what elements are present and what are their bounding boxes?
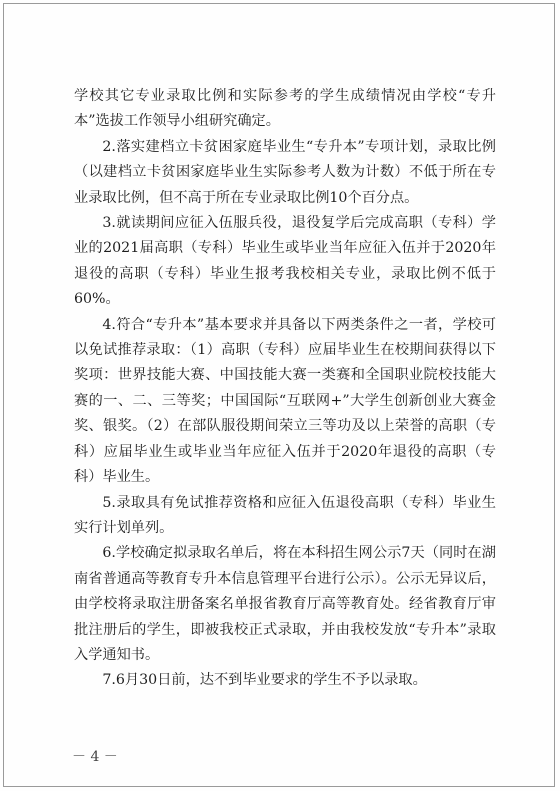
- paragraph-item-6: 6.学校确定拟录取名单后，将在本科招生网公示7天（同时在湖南省普通高等教育专升本信息管理平台进行公示）。公示无异议后，由学校将录取注册备案名单报省教育厅高等教育处。经省教育厅审批注册后的学生，即被我校正式录取，并由我校发放“专升本”录取入学通知书。: [74, 545, 496, 663]
- paragraph-item-3: 3.就读期间应征入伍服兵役，退役复学后完成高职（专科）学业的2021届高职（专科）毕业生或毕业当年应征入伍并于2020年退役的高职（专科）毕业生报考我校相关专业，录取比例不低于60%。: [74, 215, 496, 308]
- paragraph-item-5: 5.录取具有免试推荐资格和应征入伍退役高职（专科）毕业生实行计划单列。: [74, 494, 496, 536]
- document-body: [74, 84, 496, 694]
- page-number: － 4 －: [72, 749, 118, 765]
- paragraph-item-2: 2.落实建档立卡贫困家庭毕业生“专升本”专项计划，录取比例（以建档立卡贫困家庭毕业生实际参考人数为计数）不低于所在专业录取比例，但不高于所在专业录取比例10个百分点。: [74, 138, 496, 206]
- paragraph-continued: 学校其它专业录取比例和实际参考的学生成绩情况由学校“专升本”选拔工作领导小组研究确定。: [74, 88, 496, 130]
- paragraph-item-4: 4.符合“专升本”基本要求并具备以下两类条件之一者，学校可以免试推荐录取：（1）高职（专科）应届毕业生在校期间获得以下奖项：世界技能大赛、中国技能大赛一类赛和全国职业院校技能大赛的一、二、三等奖；中国国际“互联网+”大学生创新创业大赛金奖、银奖。（2）在部队服役期间荣立三等功及以上荣誉的高职（专科）应届毕业生或毕业当年应征入伍并于2020年退役的高职（专科）毕业生。: [74, 316, 496, 486]
- paragraph-item-7: 7.6月30日前，达不到毕业要求的学生不予以录取。: [102, 672, 427, 689]
